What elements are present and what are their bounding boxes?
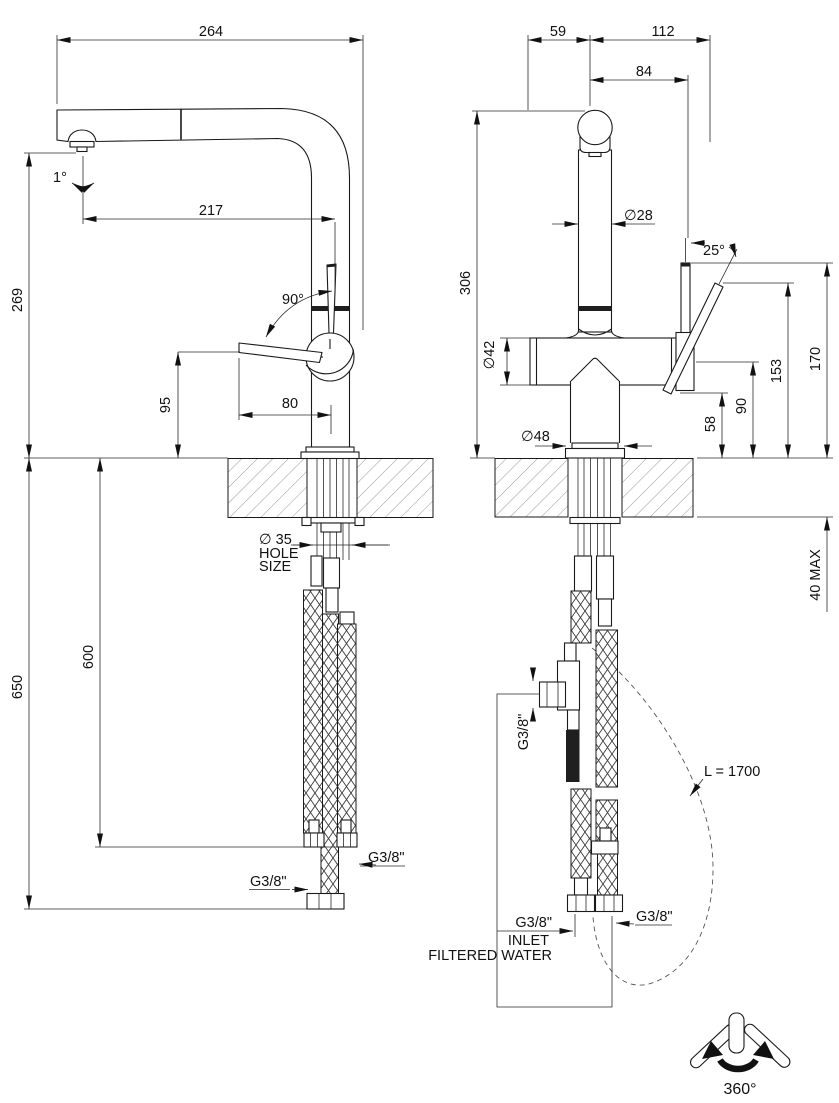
mounting-washer xyxy=(570,518,620,524)
thread-inlet-label: G3/8" xyxy=(515,915,552,931)
hose-neck xyxy=(600,828,611,841)
faucet-head-icon xyxy=(729,1013,744,1053)
dim-dia42-label: ∅42 xyxy=(482,340,498,370)
hose-braided xyxy=(596,630,618,787)
dim-dia28-label: ∅28 xyxy=(624,208,653,224)
dim-153-label: 153 xyxy=(769,358,785,384)
thread-label-left: G3/8" xyxy=(250,874,287,890)
dim-170-label: 170 xyxy=(808,346,824,372)
hole-size-dia: ∅ 35 xyxy=(259,532,292,548)
washer-tab xyxy=(302,518,311,526)
dim-dia48-label: ∅48 xyxy=(521,429,550,445)
hose-connector xyxy=(311,556,322,586)
supply-hose-nut xyxy=(304,833,324,847)
hose-neck xyxy=(309,820,319,833)
counter-section-right xyxy=(622,459,693,518)
aerator-tip xyxy=(77,147,87,152)
dim-650-label: 650 xyxy=(10,674,26,700)
base-flange xyxy=(566,449,625,459)
hose-end-nut xyxy=(568,895,595,912)
dim-1deg-label: 1° xyxy=(53,170,67,186)
hose-braided xyxy=(598,854,618,895)
inlet-word2: FILTERED WATER xyxy=(428,948,552,964)
side-view xyxy=(10,24,433,909)
tee-top-port xyxy=(565,643,577,661)
hose-braided xyxy=(571,789,591,878)
hose-connector xyxy=(340,612,354,624)
rotation-arrow-arc xyxy=(720,1060,756,1069)
filter-element xyxy=(566,730,580,782)
hose-braided xyxy=(571,591,591,643)
dim-264-label: 264 xyxy=(198,24,224,40)
hose-connector xyxy=(575,556,592,591)
thread-tee-label: G3/8" xyxy=(516,713,532,751)
handle-cap xyxy=(681,263,690,267)
hose-connector xyxy=(599,599,612,626)
label-360: 360° xyxy=(723,1081,757,1098)
hose-connector xyxy=(597,556,614,599)
hose-end-nut xyxy=(596,895,623,912)
supply-pipes xyxy=(578,459,611,557)
hose-length-label: L = 1700 xyxy=(704,764,761,780)
thread-label-right: G3/8" xyxy=(368,850,405,866)
base-flange xyxy=(301,452,359,459)
dim-40max-label: 40 MAX xyxy=(808,549,824,601)
hose-neck xyxy=(341,820,351,833)
hole-size-word2: SIZE xyxy=(259,559,292,575)
spout-head xyxy=(578,110,612,144)
dim-112-label: 112 xyxy=(651,24,675,40)
handle-up-position xyxy=(681,263,690,333)
inlet-word1: INLET xyxy=(507,933,549,949)
hose-connector xyxy=(326,588,338,612)
dim-80-label: 80 xyxy=(281,396,299,412)
dim-58-label: 58 xyxy=(703,415,719,433)
thread-outlet-label: G3/8" xyxy=(636,909,673,925)
base-flange xyxy=(306,447,354,452)
tee-lower-connector xyxy=(568,710,580,730)
supply-hose-braided xyxy=(338,624,357,833)
dim-217-label: 217 xyxy=(198,203,224,219)
counter-section-left xyxy=(228,459,307,518)
supply-hose-nut xyxy=(337,833,357,847)
hole-size-word1: HOLE xyxy=(259,546,299,562)
washer-tab xyxy=(355,518,364,526)
hose-coupling xyxy=(592,841,619,854)
tee-side-nipple xyxy=(540,682,566,707)
supply-hose-braided xyxy=(304,590,323,833)
lower-column-fill xyxy=(571,381,620,444)
dim-84-label: 84 xyxy=(635,64,653,80)
counter-section-right xyxy=(357,459,433,518)
dim-90deg-label: 90° xyxy=(282,292,304,308)
counter-section-left xyxy=(495,459,568,518)
dim-306-label: 306 xyxy=(458,270,474,296)
dim-90-label: 90 xyxy=(734,397,750,415)
dim-600-label: 600 xyxy=(81,644,97,670)
head-tab xyxy=(589,153,601,157)
mounting-nut xyxy=(321,523,341,532)
valve-body xyxy=(530,338,676,385)
aerator-plate xyxy=(70,142,94,148)
swivel-ring xyxy=(579,306,612,311)
faucet-body-outline xyxy=(57,109,350,448)
rotation-symbol xyxy=(688,1013,792,1098)
base-flange xyxy=(572,443,618,449)
dim-269-label: 269 xyxy=(10,287,26,313)
spray-hose-nut xyxy=(307,894,344,910)
hose-connector xyxy=(324,558,340,588)
hose-neck xyxy=(575,878,588,895)
spout-column xyxy=(579,150,612,332)
dim-59-label: 59 xyxy=(549,24,567,40)
spray-hose-braided xyxy=(321,614,339,894)
angle-arc-25deg xyxy=(729,247,736,257)
front-view xyxy=(428,24,833,1007)
hose-length-leader xyxy=(690,779,703,796)
dim-25deg-label: 25° xyxy=(703,243,725,259)
dim-95-label: 95 xyxy=(158,396,174,414)
